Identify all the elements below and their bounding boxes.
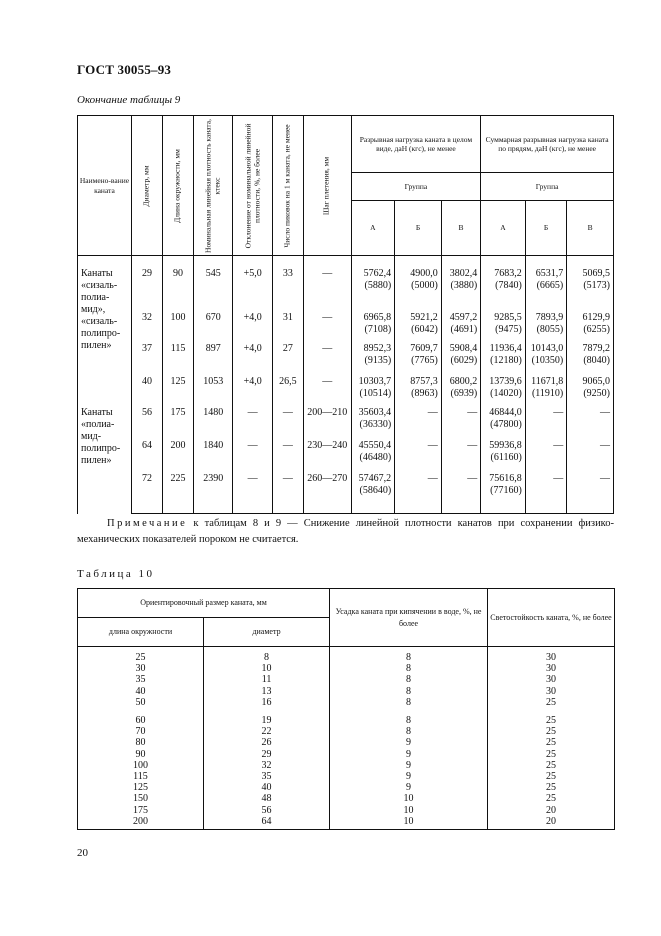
header-light-fastness: Светостойкость каната, %, не более [488, 589, 615, 647]
header-circumference: длина окружности [78, 618, 204, 647]
diameter: 29 [131, 256, 162, 313]
header-circumference: Длина окружности, мм [162, 116, 193, 256]
diameter: 32 [131, 312, 162, 343]
deviation: — [233, 473, 272, 514]
circumference: 225 [162, 473, 193, 514]
table-row [78, 473, 614, 514]
header-diameter: Диаметр, мм [131, 116, 162, 256]
lay-length: 200—210 [303, 407, 351, 440]
breaking-b: — [395, 407, 442, 440]
total-b: — [525, 407, 566, 440]
circumference-values: 60 70 80 90 100 115 125 150 175 200 [78, 715, 204, 830]
page-number: 20 [77, 847, 88, 859]
breaking-a: 35603,4 (36330) [351, 407, 395, 440]
total-a: 46844,0 (47800) [481, 407, 526, 440]
linear-density: 545 [194, 256, 233, 313]
lay-length: — [303, 343, 351, 376]
shrinkage-values: 8 8 9 9 9 9 9 10 10 10 [330, 715, 488, 830]
header-diameter: диаметр [204, 618, 330, 647]
deviation: +4,0 [233, 343, 272, 376]
breaking-v: — [441, 473, 480, 514]
breaking-b: — [395, 440, 442, 473]
lay-length: — [303, 312, 351, 343]
note-text: к таблицам 8 и 9 — Снижение линейной плотности канатов при сохранении физико-механических показателей пороком не считается. [77, 518, 614, 545]
linear-density: 897 [194, 343, 233, 376]
total-v: 9065,0 (9250) [567, 376, 614, 407]
diameter-values: 19 22 26 29 32 35 40 48 56 64 [204, 715, 330, 830]
linear-density: 1053 [194, 376, 233, 407]
diameter: 72 [131, 473, 162, 514]
table-row [78, 256, 614, 313]
header-total-load: Суммарная разрывная нагрузка каната по прядям, даН (кгс), не менее [481, 116, 614, 173]
header-lay-length: Шаг плетения, мм [303, 116, 351, 256]
diameter-values: 8 10 11 13 16 [204, 647, 330, 709]
total-v: 5069,5 (5173) [567, 256, 614, 313]
breaking-a: 6965,8 (7108) [351, 312, 395, 343]
total-v: — [567, 407, 614, 440]
breaking-a: 45550,4 (46480) [351, 440, 395, 473]
circumference: 90 [162, 256, 193, 313]
table-10 [77, 588, 615, 830]
table-row [78, 407, 614, 440]
breaking-b: 8757,3 (8963) [395, 376, 442, 407]
total-b: 6531,7 (6665) [525, 256, 566, 313]
lay-length: — [303, 256, 351, 313]
strands: 31 [272, 312, 303, 343]
strands: 27 [272, 343, 303, 376]
total-a: 7683,2 (7840) [481, 256, 526, 313]
breaking-a: 57467,2 (58640) [351, 473, 395, 514]
table-row [78, 376, 614, 407]
header-group: Группа [481, 173, 614, 201]
total-a: 59936,8 (61160) [481, 440, 526, 473]
deviation: +5,0 [233, 256, 272, 313]
header-deviation: Отклонение от номинальной линейной плотности, %, не более [233, 116, 272, 256]
breaking-a: 5762,4 (5880) [351, 256, 395, 313]
deviation: +4,0 [233, 376, 272, 407]
table-row [78, 440, 614, 473]
diameter: 64 [131, 440, 162, 473]
total-b: 10143,0 (10350) [525, 343, 566, 376]
header-group-v: В [441, 201, 480, 256]
table-row [78, 312, 614, 343]
header-linear-density: Номинальная линейная плотность каната, ктекс [194, 116, 233, 256]
circumference: 100 [162, 312, 193, 343]
linear-density: 1480 [194, 407, 233, 440]
total-b: — [525, 473, 566, 514]
linear-density: 1840 [194, 440, 233, 473]
circumference: 200 [162, 440, 193, 473]
total-b: — [525, 440, 566, 473]
table9-caption: Окончание таблицы 9 [77, 94, 181, 106]
header-group-b: Б [395, 201, 442, 256]
total-v: 6129,9 (6255) [567, 312, 614, 343]
light-fastness-values: 30 30 30 30 25 [488, 647, 615, 709]
breaking-v: — [441, 407, 480, 440]
lay-length: 260—270 [303, 473, 351, 514]
header-shrinkage: Усадка каната при кипячении в воде, %, не более [330, 589, 488, 647]
total-v: — [567, 473, 614, 514]
deviation: — [233, 440, 272, 473]
light-fastness-values: 25 25 25 25 25 25 25 25 20 20 [488, 715, 615, 830]
deviation: +4,0 [233, 312, 272, 343]
strands: 33 [272, 256, 303, 313]
table-9-body [78, 256, 614, 514]
linear-density: 2390 [194, 473, 233, 514]
breaking-a: 8952,3 (9135) [351, 343, 395, 376]
total-b: 11671,8 (11910) [525, 376, 566, 407]
diameter: 40 [131, 376, 162, 407]
header-group-v: В [567, 201, 614, 256]
breaking-v: 5908,4 (6029) [441, 343, 480, 376]
strands: 26,5 [272, 376, 303, 407]
header-approx-size: Ориентировочный размер каната, мм [78, 589, 330, 618]
shrinkage-values: 8 8 8 8 8 [330, 647, 488, 709]
header-breaking-load: Разрывная нагрузка каната в целом виде, даН (кгс), не менее [351, 116, 481, 173]
breaking-b: 5921,2 (6042) [395, 312, 442, 343]
breaking-v: 4597,2 (4691) [441, 312, 480, 343]
total-v: 7879,2 (8040) [567, 343, 614, 376]
rope-name: Канаты «полиа-мид-полипро-пилен» [78, 407, 132, 514]
diameter: 37 [131, 343, 162, 376]
circumference: 175 [162, 407, 193, 440]
table10-caption: Таблица 10 [77, 568, 155, 580]
table-note [77, 516, 614, 548]
table-9 [77, 115, 614, 514]
strands: — [272, 407, 303, 440]
breaking-b: 4900,0 (5000) [395, 256, 442, 313]
header-group-a: А [481, 201, 526, 256]
deviation: — [233, 407, 272, 440]
total-a: 75616,8 (77160) [481, 473, 526, 514]
breaking-a: 10303,7 (10514) [351, 376, 395, 407]
lay-length: — [303, 376, 351, 407]
standard-header: ГОСТ 30055–93 [77, 62, 172, 77]
total-b: 7893,9 (8055) [525, 312, 566, 343]
breaking-v: 6800,2 (6939) [441, 376, 480, 407]
breaking-v: — [441, 440, 480, 473]
circumference: 115 [162, 343, 193, 376]
breaking-v: 3802,4 (3880) [441, 256, 480, 313]
circumference: 125 [162, 376, 193, 407]
linear-density: 670 [194, 312, 233, 343]
diameter: 56 [131, 407, 162, 440]
circumference-values: 25 30 35 40 50 [78, 647, 204, 709]
note-label: Примечание [107, 518, 188, 529]
strands: — [272, 473, 303, 514]
strands: — [272, 440, 303, 473]
header-name: Наимено-вание каната [78, 116, 132, 256]
total-a: 13739,6 (14020) [481, 376, 526, 407]
rope-name: Канаты «сизаль-полиа-мид», «сизаль-полипро-пилен» [78, 256, 132, 408]
header-group-b: Б [525, 201, 566, 256]
total-a: 11936,4 (12180) [481, 343, 526, 376]
total-v: — [567, 440, 614, 473]
breaking-b: 7609,7 (7765) [395, 343, 442, 376]
header-strands: Число пиковок на 1 м каната, не менее [272, 116, 303, 256]
breaking-b: — [395, 473, 442, 514]
total-a: 9285,5 (9475) [481, 312, 526, 343]
header-group: Группа [351, 173, 481, 201]
table-row [78, 343, 614, 376]
header-group-a: А [351, 201, 395, 256]
lay-length: 230—240 [303, 440, 351, 473]
